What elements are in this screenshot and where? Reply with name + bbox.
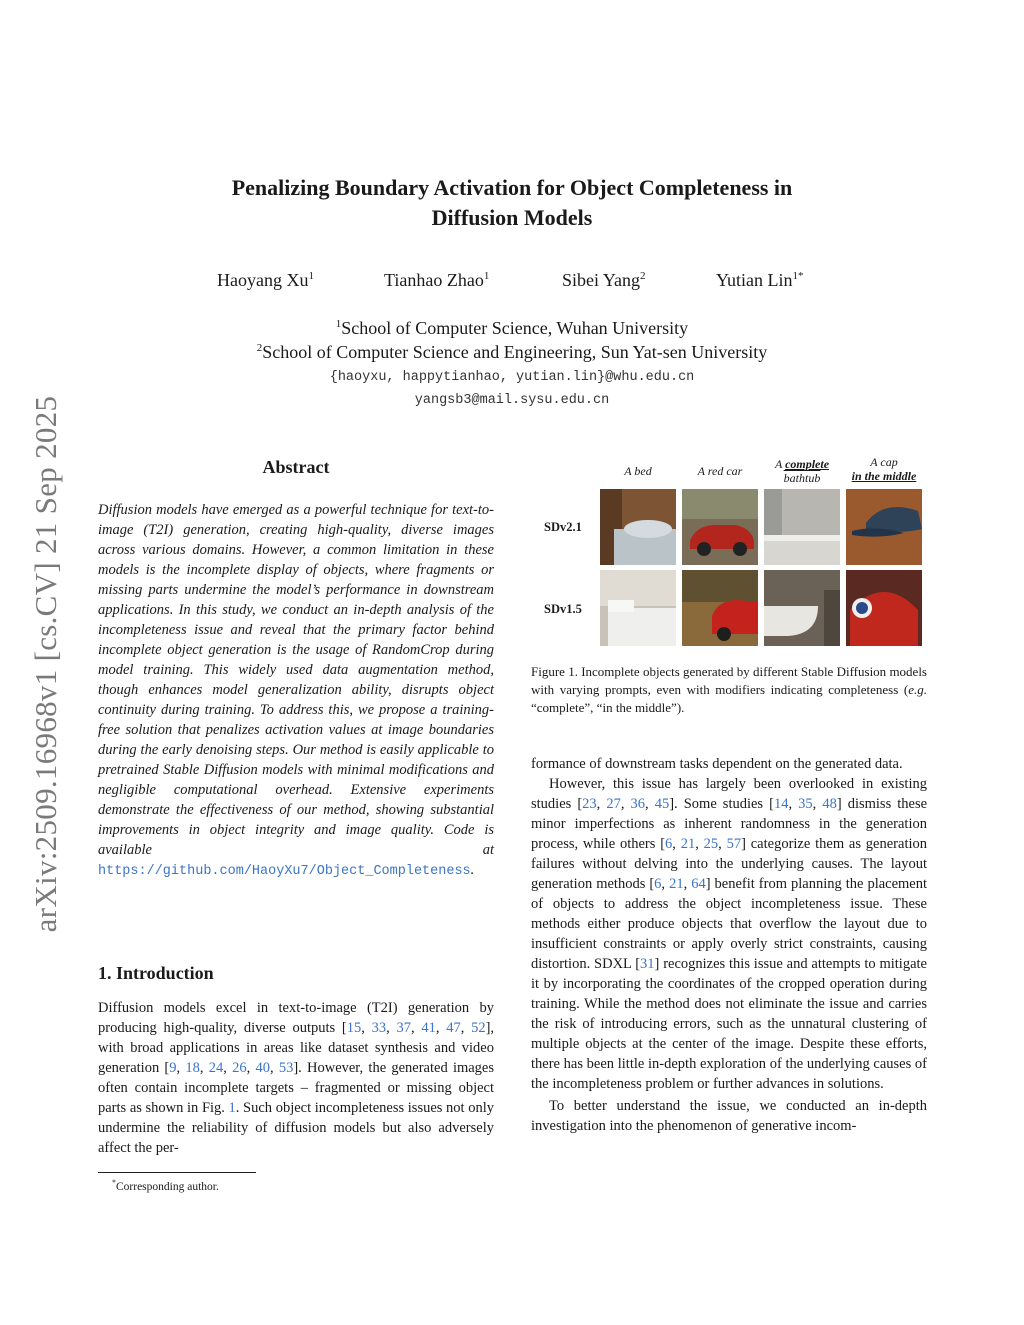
arxiv-identifier bbox=[24, 368, 68, 960]
citation[interactable]: 6 bbox=[665, 836, 673, 852]
citation[interactable]: 45 bbox=[654, 796, 670, 812]
citation[interactable]: 24 bbox=[208, 1060, 224, 1076]
arxiv-id-text: arXiv:2509.16968v1 [cs.CV] 21 Sep 2025 bbox=[28, 395, 63, 933]
author-2: Tianhao Zhao$^1$ bbox=[384, 270, 490, 290]
row-label-sdv21: SDv2.1 bbox=[544, 520, 582, 534]
col-header-bathtub: A complete bathtub bbox=[774, 457, 830, 485]
citation[interactable]: 36 bbox=[630, 796, 646, 812]
citation[interactable]: 48 bbox=[822, 796, 837, 812]
abstract-body: Diffusion models have emerged as a powerful technique for text-to-image (T2I) generation, creating high-quality, diverse images across various domains. However, a common limitation in these models is the incomplete display of objects, where fragments or missing parts undermine the model’s performance in downstream applications. In this study, we conduct an in-depth analysis of the incompleteness issue and reveal that the primary factor behind incomplete object generation is the usage of RandomCrop during model training. This widely used data augmentation method, though enhances model generalization ability, disrupts object continuity during training. To address this, we propose a training-free solution that penalizes activation values at image boundaries during the early denoising steps. Our method is easily applicable to pretrained Stable Diffusion models with minimal modifications and negligible computational overhead. Extensive experiments demonstrate the effectiveness of our method, showing substantial improvements in object integrity and image quality. Code is available at https://github.com/HaoyXu7/Object_Completeness. bbox=[98, 502, 494, 879]
citation[interactable]: 26 bbox=[232, 1060, 247, 1076]
image-sdv21-bed bbox=[600, 489, 676, 565]
image-sdv21-car bbox=[682, 489, 758, 565]
citation[interactable]: 6 bbox=[654, 876, 662, 892]
citation[interactable]: 33 bbox=[371, 1020, 387, 1036]
citation[interactable]: 9 bbox=[169, 1060, 177, 1076]
citation[interactable]: 31 bbox=[640, 956, 655, 972]
abstract-heading: Abstract bbox=[262, 457, 330, 477]
intro-heading: 1. Introduction bbox=[98, 963, 214, 983]
row-label-sdv15: SDv1.5 bbox=[544, 602, 582, 616]
citation[interactable]: 25 bbox=[703, 836, 719, 852]
image-sdv15-car bbox=[682, 570, 758, 646]
citation[interactable]: 37 bbox=[396, 1020, 411, 1036]
citation[interactable]: 27 bbox=[606, 796, 621, 812]
citation[interactable]: 41 bbox=[421, 1020, 436, 1036]
citation[interactable]: 57 bbox=[726, 836, 742, 852]
citation[interactable]: 18 bbox=[185, 1060, 200, 1076]
email-line-1: {haoyxu, happytianhao, yutian.lin}@whu.edu.cn bbox=[329, 370, 695, 385]
affiliation-1: $^1$School of Computer Science, Wuhan University bbox=[335, 318, 689, 338]
citation[interactable]: 53 bbox=[278, 1060, 294, 1076]
col-header-cap: A cap in the middle bbox=[851, 455, 917, 483]
col-header-car: A red car bbox=[697, 464, 743, 478]
citation[interactable]: 40 bbox=[255, 1060, 270, 1076]
email-line-2: yangsb3@mail.sysu.edu.cn bbox=[414, 393, 610, 408]
image-sdv21-cap bbox=[846, 489, 922, 565]
paragraph-2: However, this issue has largely been overlooked in existing studies [23, 27, 36, 45]. Some studies [14, 35, 48] dismiss these minor imperfections as inherent randomness in the generation process, while others [6, 21, 25, 57] categorize them as generation failures without delving into the underlying causes. The layout generation methods [6, 21, 64] benefit from planning the placement of objects to address the object incompleteness issue. These methods either produce objects that overflow the layout due to insufficient constraints or apply overly strict constraints, causing distortion. SDXL [31] recognizes this issue and attempts to mitigate it by incorporating the coordinates of the cropped operation during training. While the method does not eliminate the issue and carries the risk of introducing errors, such as the unnatural clustering of multiple objects at the center of the image. Despite these efforts, there has been little in-depth exploration of the underlying causes of the incompleteness problem or further advances in solutions. bbox=[531, 776, 928, 1092]
right-column-text bbox=[531, 754, 927, 1136]
footnote: *Corresponding author. bbox=[112, 1178, 219, 1193]
image-sdv15-bed bbox=[600, 570, 676, 646]
figure-ref[interactable]: 1 bbox=[228, 1100, 236, 1116]
footnote-rule bbox=[98, 1172, 256, 1173]
citation[interactable]: 21 bbox=[680, 836, 696, 852]
author-1: Haoyang Xu$^1$ bbox=[217, 270, 314, 290]
col-header-bed: A bed bbox=[624, 464, 652, 478]
image-sdv21-bathtub bbox=[764, 489, 840, 565]
title-line-2: Diffusion Models bbox=[431, 205, 593, 230]
citation[interactable]: 15 bbox=[346, 1020, 362, 1036]
intro-paragraph: Diffusion models excel in text-to-image (T2I) generation by producing high-quality, diverse outputs [15, 33, 37, 41, 47, 52], with broad applications in areas like dataset synthesis and video generation [9, 18, 24, 26, 40, 53]. However, the generated images often contain incomplete targets – fragmented or missing object parts as shown in Fig. 1. Such object incompleteness issues not only undermine the reliability of diffusion models but also adversely affect the per- bbox=[98, 1000, 495, 1156]
citation[interactable]: 64 bbox=[691, 876, 706, 892]
citation[interactable]: 35 bbox=[798, 796, 813, 812]
paper-title bbox=[150, 173, 874, 233]
figure-1-caption: Figure 1. Incomplete objects generated by different Stable Diffusion models with varying prompts, even with modifiers indicating completeness (e.g. “complete”, “in the middle”). bbox=[531, 664, 927, 715]
image-sdv15-cap bbox=[846, 570, 922, 646]
citation[interactable]: 21 bbox=[669, 876, 684, 892]
author-4: Yutian Lin$^{1*}$ bbox=[716, 270, 804, 290]
image-sdv15-bathtub bbox=[764, 570, 840, 646]
citation[interactable]: 47 bbox=[446, 1020, 461, 1036]
paragraph-3: To better understand the issue, we conducted an in-depth investigation into the phenomenon of generative incom- bbox=[531, 1098, 927, 1134]
continued-paragraph: formance of downstream tasks dependent on the generated data. bbox=[531, 756, 903, 772]
citation[interactable]: 14 bbox=[773, 796, 789, 812]
figure-1 bbox=[531, 455, 927, 655]
title-line-1: Penalizing Boundary Activation for Object Completeness in bbox=[231, 175, 793, 200]
citation[interactable]: 23 bbox=[582, 796, 597, 812]
author-3: Sibei Yang$^2$ bbox=[562, 270, 646, 290]
code-link[interactable]: https://github.com/HaoyXu7/Object_Completeness bbox=[98, 864, 471, 879]
affiliation-2: $^2$School of Computer Science and Engineering, Sun Yat-sen University bbox=[256, 342, 768, 362]
citation[interactable]: 52 bbox=[471, 1020, 486, 1036]
